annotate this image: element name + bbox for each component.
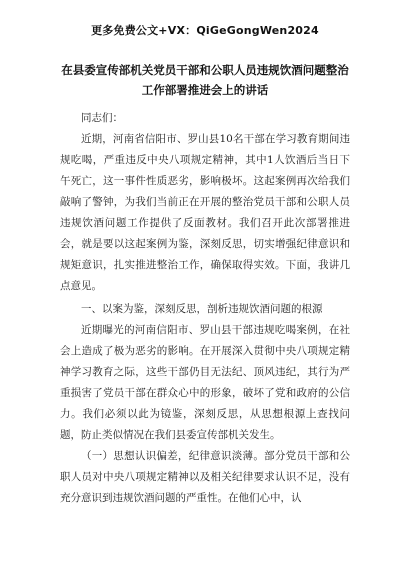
body-paragraph-subsection-1: （一）思想认识偏差，纪律意识淡薄。部分党员干部和公职人员对中央八项规定精神以及相关纪律要求认识不足，没有充分意识到违规饮酒问题的严重性。在他们心中，认 bbox=[60, 450, 350, 504]
body-paragraph-section-1: 近期曝光的河南信阳市、罗山县干部违规吃喝案例，在社会上造成了极为恶劣的影响。在开展深入贯彻中央八项规定精神学习教育之际，这些干部仍目无法纪、顶风违纪，其行为严重损害了党员干部在群众心中的形象，破坏了党和政府的公信力。我们必须以此为镜鉴，深刻反思，从思想根源上查找问题，防止类似情况在我们县委宣传部机关发生。 bbox=[60, 324, 350, 441]
promo-banner: 更多免费公文+VX：QiGeGongWen2024 bbox=[91, 24, 319, 37]
document-title-line-2: 工作部署推进会上的讲话 bbox=[141, 83, 269, 97]
document-title bbox=[60, 60, 350, 100]
salutation: 同志们： bbox=[81, 112, 123, 124]
body-paragraph-intro: 近期，河南省信阳市、罗山县10名干部在学习教育期间违规吃喝，严重违反中央八项规定精神，其中1人饮酒后当日下午死亡，这一事件性质恶劣，影响极坏。这起案例再次给我们敲响了警钟，为我们当前正在开展的整治党员干部和公职人员违规饮酒问题工作提供了反面教材。我们召开此次部署推进会，就是要以这起案例为鉴，深刻反思，切实增强纪律意识和规矩意识，扎实推进整治工作，确保取得实效。下面，我讲几点意见。 bbox=[60, 133, 350, 292]
section-heading-1: 一、以案为鉴，深刻反思，剖析违规饮酒问题的根源 bbox=[81, 303, 323, 315]
document-title-line-1: 在县委宣传部机关党员干部和公职人员违规饮酒问题整治 bbox=[61, 63, 349, 77]
